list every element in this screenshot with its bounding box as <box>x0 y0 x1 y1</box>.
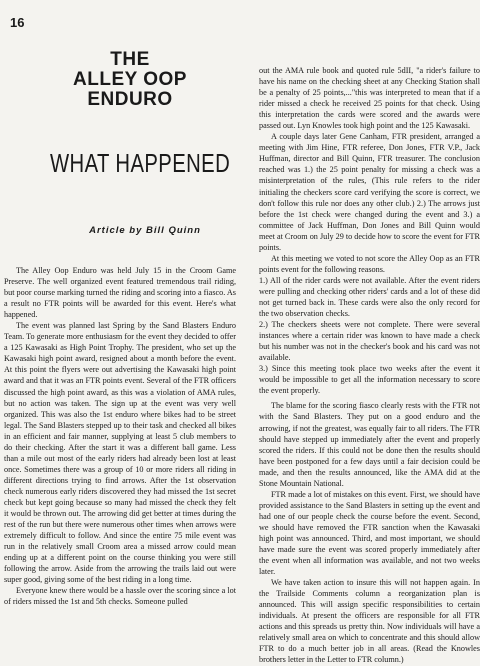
title-line: ENDURO <box>87 89 173 110</box>
right-text-column <box>259 65 480 666</box>
paragraph: FTR made a lot of mistakes on this event. First, we should have provided assistance to the Sand Blasters in setting up the event and had one of our people check the course before the event. Second, we should have removed the FTR sanction when the Kawasaki high point was announced. Third, and most important, we should have made sure the event was scored properly immediately after the event when all information was available, and not two weeks later. <box>259 489 480 577</box>
paragraph: We have taken action to insure this will not happen again. In the Trailside Comments column a reorganization plan is announced. This will assign specific responsibilities to certain individuals. At present the officers are responsible for all FTR actions and this spreads us pretty thin. Now individuals will have a relatively small area on which to concentrate and this should allow FTR to do a much better job in all areas. (Read the Knowles brothers letter in the Letter to FTR column.) <box>259 578 480 665</box>
paragraph: The blame for the scoring fiasco clearly rests with the FTR not with the Sand Blasters. They put on a good enduro and the arrowing, if not the greatest, was equally fair to all riders. The FTR should have stepped up immediately after the event and properly scored the riders. If this could not be done then the results should have been postponed for a few days until a fair decision could be made, and then the results announced, like the AMA did at the Stone Mountain National. <box>259 401 480 488</box>
paragraph: A couple days later Gene Canham, FTR president, arranged a meeting with Jim Hine, FTR referee, Don Jones, FTR V.P., Jack Huffman, director and Bill Quinn, FTR treasurer. The conclusion reached was 1.) the 25 point penalty for missing a check was a misinterpretation of the rules, (This rule refers to the rider initialing the checkers score card verifying the score is correct, we don't follow this rule nor does any other club.) 2.) The arrows just before the 1st check were changed during the event and 3.) a committee of Jack Huffman, Don Jones and Bill Quinn would meet at Croom on July 29 to decide how to score the event for FTR points. <box>259 132 480 252</box>
paragraph: Everyone knew there would be a hassle over the scoring since a lot of riders missed the 1st and 5th checks. Someone pulled <box>4 586 236 607</box>
article-byline: Article by Bill Quinn <box>89 225 201 236</box>
list-item: 1.) All of the rider cards were not available. After the event riders were pulling and checking other riders' cards and a lot of these did not get turned back in. These cards were also the only record for the two observation checks. <box>259 275 480 319</box>
paragraph: The Alley Oop Enduro was held July 15 in the Croom Game Preserve. The well organized event featured tremendous trail riding, but poor course marking turned the riding and scoring into a fiasco. As a result no FTR points will be awarded for this event. Here's what happened. <box>4 266 236 320</box>
title-line: ALLEY OOP <box>73 69 187 90</box>
paragraph: At this meeting we voted to not score the Alley Oop as an FTR points event for the following reasons. <box>259 253 480 274</box>
paragraph: The event was planned last Spring by the Sand Blasters Enduro Team. To generate more enthusiasm for the event they decided to offer a 125 Kawasaki as High Point Trophy. The president, who set up the Kawasaki high point award, resigned about a month before the event. At this point the flyers were out advertising the Kawasaki high point award and that it was an FTR points event. Several of the FTR officers discussed the high point award, as this was a violation of AMA rules, but no action was taken. The sign up at the event was very well organized. This was also the 1st enduro where bikes had to be street legal. The Sand Blasters stepped up to their task and checked all bikes in an efficient and fair manner, supplying at least 5 club members to do their checking. After the start it was a different ball game. Less than a mile out most of the early riders had already been lost at least once. Sometimes there was a group of 10 or more riders all riding in different directions trying to find arrows. After the 1st observation check numerous early riders discovered they had missed the 1st secret check but kept going because so many had missed the check they felt it would be thrown out. The arrowing did get better at times during the rest of the run but there were numerous other times when arrows were extremely difficult to follow. And since the entire 75 mile event was run in the relatively small Croom area a missed arrow could mean ending up at a different point on the course thinking you were still following the arrow. Aside from the arrowing the trails laid out were super good, giving some of the best riding in a long time. <box>4 321 236 585</box>
left-text-column <box>4 265 236 607</box>
list-item: 2.) The checkers sheets were not complete. There were several instances where a certain rider was known to have made a check but his number was not in the checker's book and his card was not available. <box>259 320 480 363</box>
article-title <box>60 50 200 110</box>
paragraph: out the AMA rule book and quoted rule 5dII, "a rider's failure to have his name on the checking sheet at any Checking Station shall be a penalty of 25 points,..."this was interpreted to mean that if a rider missed a check he received 25 points for that check. Using this interpretation the cards were scored and the awards were passed out. Lyn Knowles took high point and the 125 Kawasaki. <box>259 66 480 131</box>
article-subtitle: WHAT HAPPENED <box>50 148 231 178</box>
list-item: 3.) Since this meeting took place two weeks after the event it would be impossible to get all the information necessary to score the event properly. <box>259 364 480 396</box>
title-line: THE <box>110 49 150 70</box>
page-number: 16 <box>10 15 25 30</box>
